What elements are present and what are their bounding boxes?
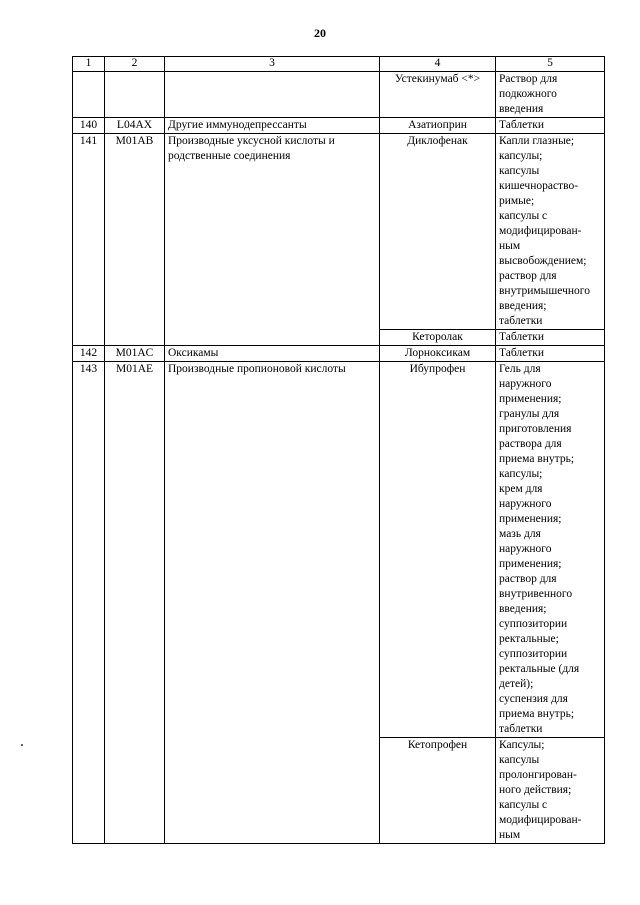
dosage-forms: Таблетки — [496, 118, 605, 134]
table-row — [73, 72, 605, 118]
row-number: 143 — [73, 362, 105, 844]
group-name: Другие иммунодепрессанты — [165, 118, 380, 134]
column-header: 3 — [165, 57, 380, 72]
column-header: 4 — [380, 57, 496, 72]
dosage-forms: Капсулы; капсулы пролонгирован- ного действия; капсулы с модифицирован- ным — [496, 738, 605, 844]
table-row — [73, 118, 605, 134]
table-row — [73, 362, 605, 738]
column-header: 2 — [105, 57, 165, 72]
column-header: 1 — [73, 57, 105, 72]
drug-name: Диклофенак — [380, 134, 496, 330]
row-number — [73, 72, 105, 118]
column-header: 5 — [496, 57, 605, 72]
drug-name: Лорноксикам — [380, 346, 496, 362]
drug-name: Ибупрофен — [380, 362, 496, 738]
atc-code: M01AE — [105, 362, 165, 844]
drug-name: Кеторолак — [380, 330, 496, 346]
group-name — [165, 72, 380, 118]
row-number: 142 — [73, 346, 105, 362]
scan-speck — [21, 744, 23, 746]
table-row — [73, 346, 605, 362]
dosage-forms: Раствор для подкожного введения — [496, 72, 605, 118]
medication-table — [72, 56, 605, 844]
group-name: Оксикамы — [165, 346, 380, 362]
dosage-forms: Таблетки — [496, 346, 605, 362]
atc-code: M01AB — [105, 134, 165, 346]
group-name: Производные уксусной кислоты и родственные соединения — [165, 134, 380, 346]
dosage-forms: Таблетки — [496, 330, 605, 346]
row-number: 141 — [73, 134, 105, 346]
table-header-row — [73, 57, 605, 72]
drug-name: Азатиоприн — [380, 118, 496, 134]
drug-name: Устекинумаб <*> — [380, 72, 496, 118]
row-number: 140 — [73, 118, 105, 134]
table-row — [73, 134, 605, 330]
atc-code — [105, 72, 165, 118]
atc-code: M01AC — [105, 346, 165, 362]
dosage-forms: Капли глазные; капсулы; капсулы кишечнораство- римые; капсулы с модифицирован- ным высвобождением; раствор для внутримышечного введения; таблетки — [496, 134, 605, 330]
atc-code: L04AX — [105, 118, 165, 134]
page-number: 20 — [314, 26, 326, 40]
drug-name: Кетопрофен — [380, 738, 496, 844]
dosage-forms: Гель для наружного применения; гранулы для приготовления раствора для приема внутрь; капсулы; крем для наружного применения; мазь для наружного применения; раствор для внутривенного введения; суппозитории ректальные; суппозитории ректальные (для детей); суспензия для приема внутрь; таблетки — [496, 362, 605, 738]
group-name: Производные пропионовой кислоты — [165, 362, 380, 844]
